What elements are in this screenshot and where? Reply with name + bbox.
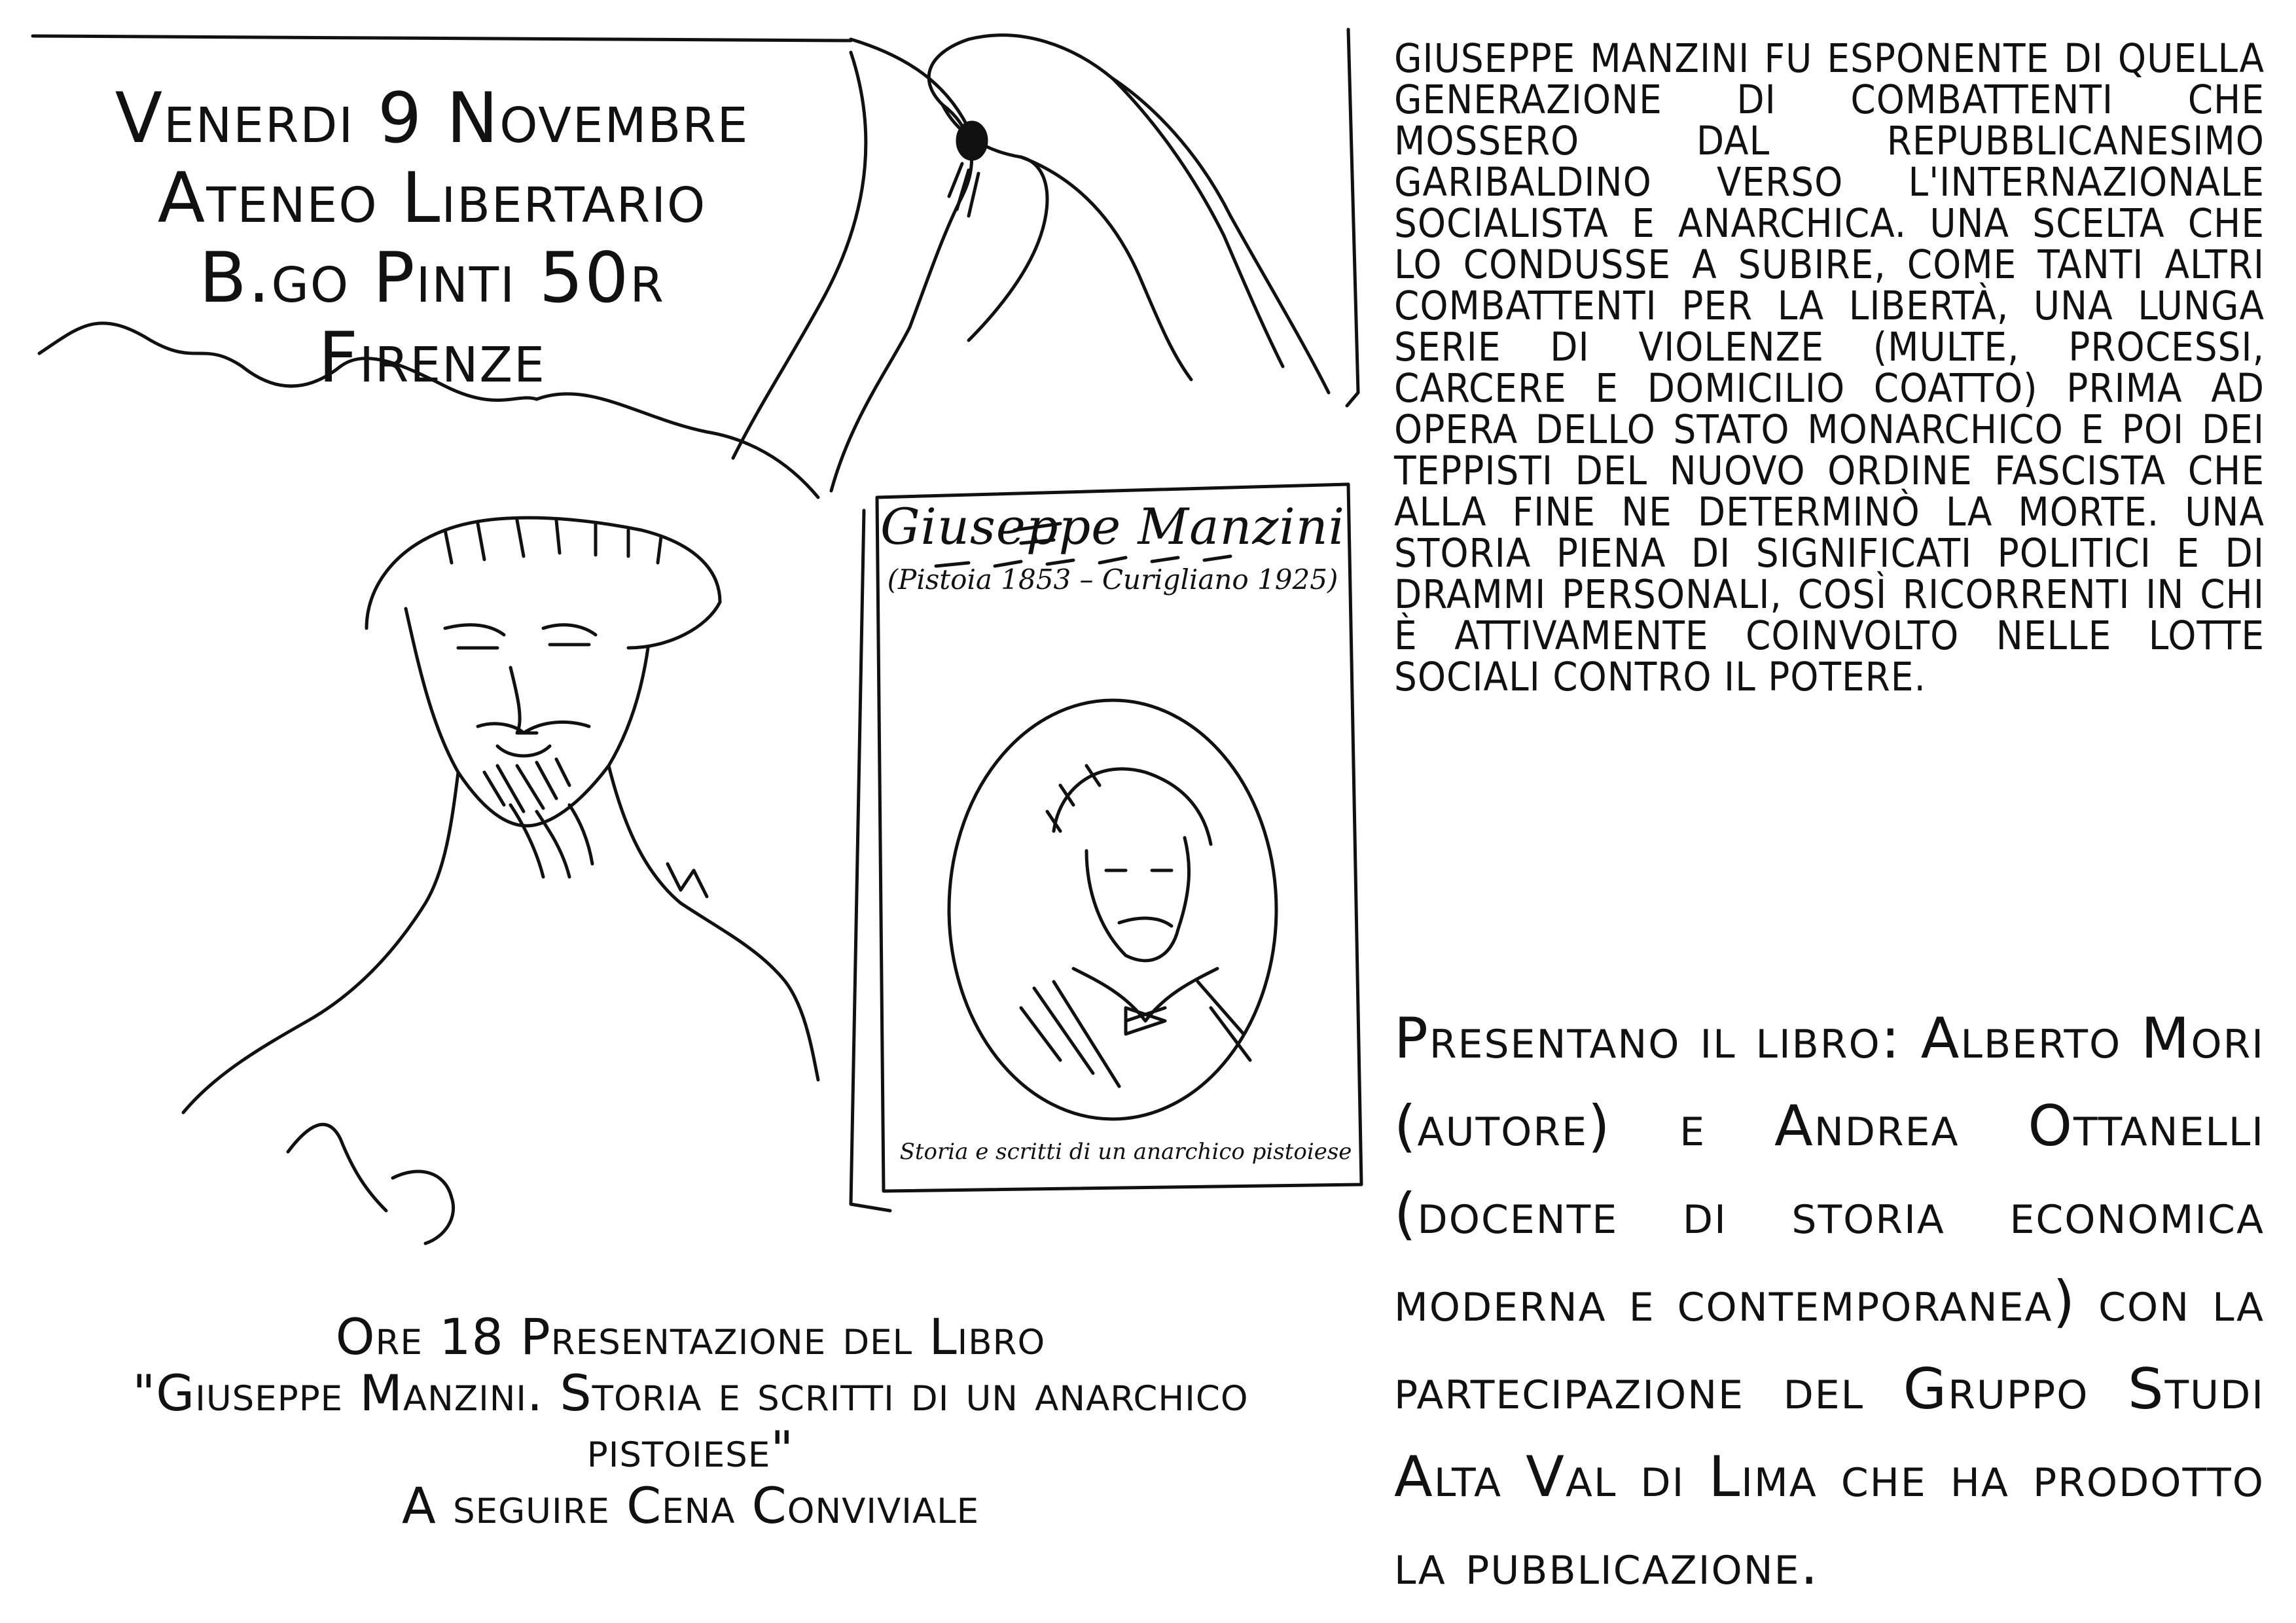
portrait-oval: [949, 700, 1276, 1119]
landscape-line: [537, 394, 818, 497]
program-book-title-line: "Giuseppe Manzini. Storia e scritti di un anarchico: [132, 1364, 1249, 1422]
man-body: [288, 1124, 386, 1211]
presenters-text: [1394, 995, 2265, 1609]
event-address: B.go Pinti 50r: [199, 238, 665, 318]
event-venue: Ateneo Libertario: [157, 158, 707, 238]
book-cover-subtitle: Storia e scritti di un anarchico pistoiese: [899, 1139, 1352, 1165]
man-face: [511, 668, 537, 733]
book-cover-dates: (Pistoia 1853 – Curigliano 1925): [887, 563, 1338, 596]
event-city: Firenze: [318, 317, 546, 398]
portrait-hair: [1054, 769, 1211, 844]
presenters-paragraph: Presentano il libro: Alberto Mori (autore) e Andrea Ottanelli (docente di storia economica moderna e contemporanea) con la partecipazione del Gruppo Studi Alta Val di Lima che ha prodotto la pubblicazione.: [1394, 1006, 2265, 1597]
event-date: Venerdi 9 Novembre: [115, 78, 749, 158]
man-face: [445, 625, 504, 648]
man-beard: [484, 759, 569, 812]
hooded-figure: [949, 164, 978, 216]
program: [39, 1309, 1342, 1534]
book-cover-title: Giuseppe Manzini: [880, 497, 1346, 556]
program-dinner-line: A seguire Cena Conviviale: [401, 1476, 980, 1535]
landscape-line: [851, 39, 975, 144]
man-face: [406, 609, 648, 826]
portrait-face: [1086, 838, 1189, 961]
frame-top-line: [33, 36, 851, 41]
man-body: [393, 1171, 454, 1243]
man-face: [497, 746, 550, 756]
landscape-line: [831, 327, 910, 491]
portrait-hair: [1047, 766, 1100, 831]
book-cover: [864, 497, 1361, 596]
man-face: [543, 625, 596, 645]
event-info: [92, 79, 772, 398]
program-time-line: Ore 18 Presentazione del Libro: [335, 1308, 1046, 1366]
portrait-mustache: [1119, 918, 1172, 926]
man-body: [183, 772, 458, 1113]
hooded-figure-face: [958, 122, 986, 159]
biography-paragraph: GIUSEPPE MANZINI FU ESPONENTE DI QUELLA GENERAZIONE DI COMBATTENTI CHE MOSSERO DAL REPUBBLICANESIMO GARIBALDINO VERSO L'INTERNAZIONALE SOCIALISTA E ANARCHICA. UNA SCELTA CHE LO CONDUSSE A SUBIRE, COME TANTI ALTRI COMBATTENTI PER LA LIBERTÀ, UNA LUNGA SERIE DI VIOLENZE (MULTE, PROCESSI, CARCERE E DOMICILIO COATTO) PRIMA AD OPERA DELLO STATO MONARCHICO E POI DEI TEPPISTI DEL NUOVO ORDINE FASCISTA CHE ALLA FINE NE DETERMINÒ LA MORTE. UNA STORIA PIENA DI SIGNIFICATI POLITICI E DI DRAMMI PERSONALI, COSÌ RICORRENTI IN CHI È ATTIVAMENTE COINVOLTO NELLE LOTTE SOCIALI CONTRO IL POTERE.: [1394, 35, 2265, 700]
hooded-figure: [1113, 79, 1329, 393]
frame-right-line: [1347, 29, 1358, 406]
man-body: [609, 766, 818, 1080]
hooded-figure: [910, 35, 1283, 366]
biography-text: [1394, 35, 2265, 700]
program-book-title-line-2: pistoiese": [586, 1420, 795, 1478]
man-hand: [511, 805, 592, 877]
man-body: [668, 864, 707, 897]
